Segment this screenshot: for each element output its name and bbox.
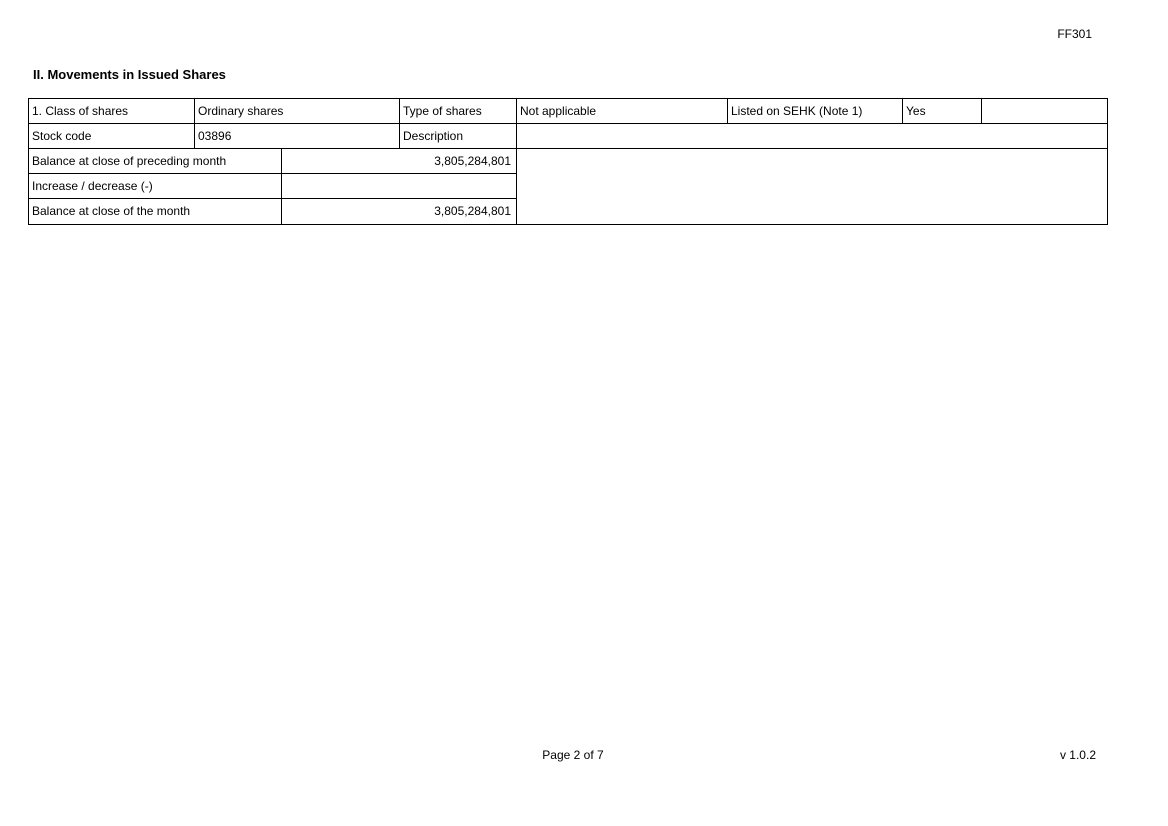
balance-preceding-value: 3,805,284,801 <box>282 149 517 174</box>
form-code: FF301 <box>1057 27 1092 41</box>
balance-preceding-label: Balance at close of preceding month <box>29 149 282 174</box>
description-value <box>517 124 1107 149</box>
increase-decrease-label: Increase / decrease (-) <box>29 174 282 199</box>
stock-code-value: 03896 <box>195 124 400 149</box>
balance-close-value: 3,805,284,801 <box>282 199 517 224</box>
balance-close-label: Balance at close of the month <box>29 199 282 224</box>
listed-on-sehk-value: Yes <box>903 99 982 124</box>
type-of-shares-value: Not applicable <box>517 99 728 124</box>
balances-remarks-area <box>517 149 1107 224</box>
page-number: Page 2 of 7 <box>542 748 604 762</box>
section-title: II. Movements in Issued Shares <box>33 67 226 82</box>
class-of-shares-label: 1. Class of shares <box>29 99 195 124</box>
increase-decrease-value <box>282 174 517 199</box>
listed-on-sehk-label: Listed on SEHK (Note 1) <box>728 99 903 124</box>
class-of-shares-value: Ordinary shares <box>195 99 400 124</box>
stock-code-label: Stock code <box>29 124 195 149</box>
description-label: Description <box>400 124 517 149</box>
row1-extra-cell <box>982 99 1107 124</box>
form-version: v 1.0.2 <box>1059 748 1096 762</box>
type-of-shares-label: Type of shares <box>400 99 517 124</box>
share-movements-table <box>28 98 1108 225</box>
